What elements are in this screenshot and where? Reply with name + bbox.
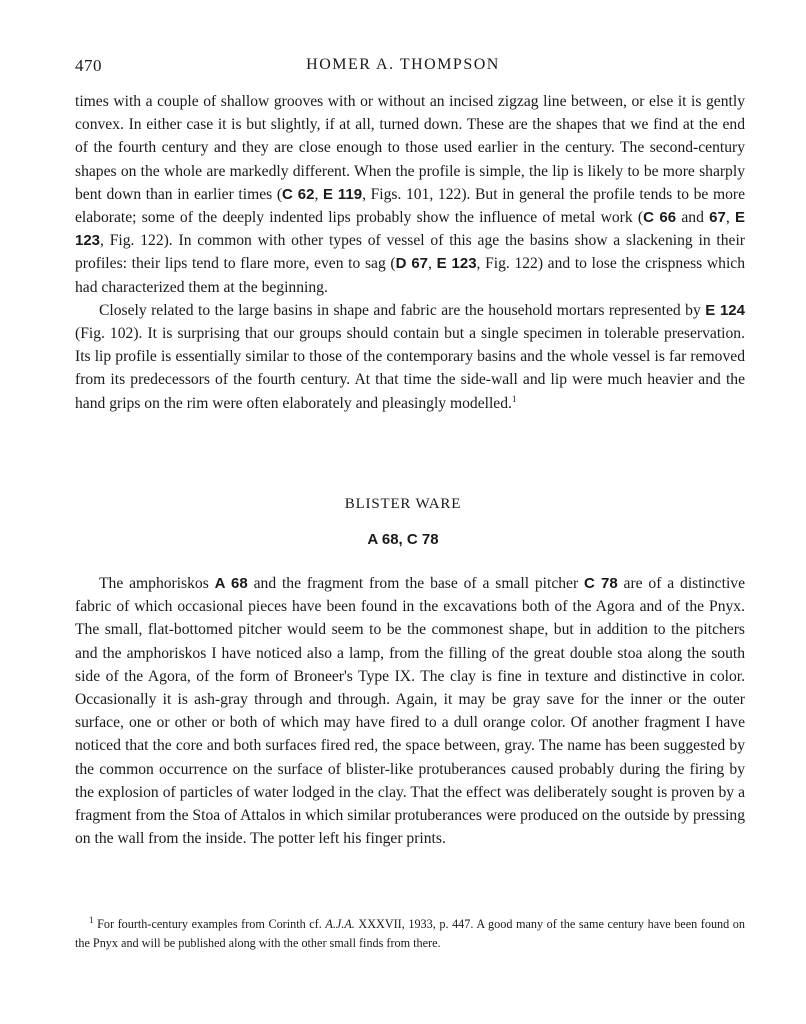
- footnote-reference[interactable]: 1: [511, 393, 517, 404]
- catalogue-ref: C 66: [643, 209, 677, 227]
- catalogue-ref: E 123: [436, 255, 477, 273]
- catalogue-ref: E 123: [75, 209, 745, 250]
- catalogue-ref: C 62: [282, 185, 315, 203]
- text-run: , Fig. 122). In common with other types of vessel of this age the basins show a slackening in their profiles: their lips tend to flare more, even to sag (: [75, 232, 745, 273]
- text-run: ,: [428, 255, 437, 273]
- running-head: HOMER A. THOMPSON: [306, 56, 500, 73]
- catalogue-ref: E 119: [322, 185, 363, 203]
- text-run: and the fragment from the base of a small pitcher: [247, 575, 585, 592]
- footnote: [75, 915, 745, 953]
- text-run: The amphoriskos: [99, 575, 215, 592]
- journal-abbreviation: A.J.A.: [325, 917, 355, 931]
- upper-text-block: [75, 90, 745, 415]
- text-run: , Figs. 101, 122). But in general the profile tends to be more elaborate; some of the deeply indented lips probably show the influence of metal work (: [75, 185, 746, 227]
- catalogue-ref: A 68: [214, 575, 248, 592]
- text-run: ,: [725, 209, 735, 227]
- text-run: (Fig. 102). It is surprising that our groups should contain but a single specimen in tolerable preservation. Its lip profile is essentially similar to those of the contemporary basins and the whole vessel is far removed from its predecessors of the fourth century. At that time the side-wall and lip were much heavier and the hand grips on the rim were often elaborately and pleasingly modelled.: [75, 325, 745, 412]
- paragraph-blister-ware: [75, 572, 745, 850]
- text-run: ,: [314, 185, 323, 203]
- page-number: 470: [75, 56, 102, 75]
- catalogue-ref: D 67: [395, 255, 429, 273]
- text-run: , Fig. 122) and to lose the crispness which had characterized them at the beginning.: [75, 255, 746, 296]
- text-run: Closely related to the large basins in shape and fabric are the household mortars represented by: [99, 301, 706, 319]
- lower-text-block: [75, 572, 745, 850]
- catalogue-ref: E 124: [705, 301, 745, 319]
- paragraph-basins: [75, 90, 745, 299]
- text-run: For fourth-century examples from Corinth cf.: [93, 917, 326, 931]
- section-subtitle: A 68, C 78: [367, 531, 439, 548]
- footnote-mark: 1: [89, 914, 94, 925]
- section-title: BLISTER WARE: [344, 496, 462, 512]
- text-run: times with a couple of shallow grooves with or without an incised zigzag line between, or else it is gently convex. In either case it is but slightly, if at all, turned down. These are the shapes that we find at the end of the fourth century and they are close enough to those used earlier in the century. The second-century shapes on the whole are markedly different. When the profile is simple, the lip is likely to be more sharply bent down than in earlier times (: [75, 93, 745, 203]
- text-run: XXXVII, 1933, p. 447. A good many of the same century have been found on the Pnyx and will be published along with the other small finds from there.: [75, 917, 745, 950]
- catalogue-ref: C 78: [584, 575, 618, 592]
- text-run: are of a distinctive fabric of which occasional pieces have been found in the excavations both of the Agora and of the Pnyx. The small, flat-bottomed pitcher would seem to be the commonest shape, but in addition to the pitchers and the amphoriskos I have noticed also a lamp, from the filling of the great double stoa along the south side of the Agora, of the form of Broneer's Type IX. The clay is fine in texture and distinctive in color. Occasionally it is ash-gray through and through. Again, it may be gray save for the inner or the outer surface, one or other or both of which may have fired to a dull orange color. Of another fragment I have noticed that the core and both surfaces fired red, the space between, gray. The name has been suggested by the common occurrence on the surface of blister-like protuberances caused probably during the firing by the explosion of particles of water lodged in the clay. That the effect was deliberately sought is proven by a fragment from the Stoa of Attalos in which similar protuberances were produced on the outside by pressing on the wall from the inside. The potter left his finger prints.: [75, 575, 745, 848]
- catalogue-ref: 67: [709, 209, 726, 227]
- text-run: and: [676, 209, 710, 227]
- paragraph-mortars: [75, 299, 745, 415]
